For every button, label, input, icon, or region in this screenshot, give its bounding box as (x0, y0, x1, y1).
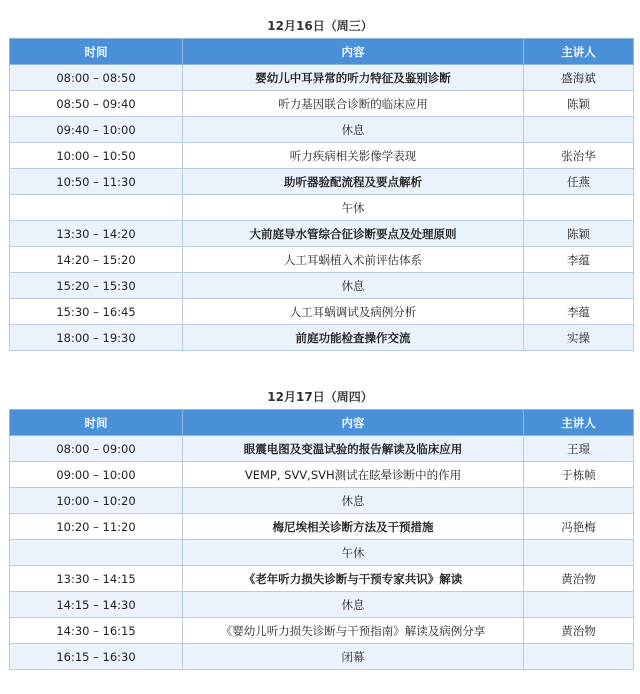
table-row (10, 247, 634, 273)
speaker-cell (524, 644, 634, 670)
content-cell: 休息 (183, 117, 524, 143)
day2-title: 12月17日（周四） (267, 390, 373, 404)
table-row (10, 65, 634, 91)
speaker-cell: 陈颖 (524, 91, 634, 117)
content-cell: 前庭功能检查操作交流 (183, 325, 524, 351)
content-cell: 听力疾病相关影像学表现 (183, 143, 524, 169)
table-row (10, 514, 634, 540)
speaker-cell: 陈颖 (524, 221, 634, 247)
time-cell: 08:00 – 09:00 (10, 436, 183, 462)
table-row (10, 221, 634, 247)
speaker-cell (524, 273, 634, 299)
time-cell: 13:30 – 14:15 (10, 566, 183, 592)
speaker-cell (524, 117, 634, 143)
time-cell: 10:50 – 11:30 (10, 169, 183, 195)
content-cell: 助听器验配流程及要点解析 (183, 169, 524, 195)
time-cell: 10:20 – 11:20 (10, 514, 183, 540)
speaker-cell: 黄治物 (524, 618, 634, 644)
table-row (10, 462, 634, 488)
header-speaker: 主讲人 (524, 39, 634, 65)
time-cell: 08:00 – 08:50 (10, 65, 183, 91)
content-cell: 《老年听力损失诊断与干预专家共识》解读 (183, 566, 524, 592)
time-cell: 13:30 – 14:20 (10, 221, 183, 247)
speaker-cell: 任燕 (524, 169, 634, 195)
day2-schedule-table (9, 409, 634, 670)
content-cell: 婴幼儿中耳异常的听力特征及鉴别诊断 (183, 65, 524, 91)
table-row (10, 618, 634, 644)
table-row (10, 143, 634, 169)
content-cell: VEMP, SVV,SVH测试在眩晕诊断中的作用 (183, 462, 524, 488)
time-cell: 15:20 – 15:30 (10, 273, 183, 299)
time-cell: 16:15 – 16:30 (10, 644, 183, 670)
speaker-cell (524, 195, 634, 221)
speaker-cell: 李蕴 (524, 299, 634, 325)
table-row (10, 169, 634, 195)
table-row (10, 299, 634, 325)
speaker-cell (524, 488, 634, 514)
time-cell: 14:30 – 16:15 (10, 618, 183, 644)
speaker-cell: 张治华 (524, 143, 634, 169)
header-time: 时间 (10, 39, 183, 65)
content-cell: 眼震电图及变温试验的报告解读及临床应用 (183, 436, 524, 462)
table-row (10, 436, 634, 462)
day1-schedule-table (9, 38, 634, 351)
speaker-cell: 于栋帧 (524, 462, 634, 488)
speaker-cell: 盛海斌 (524, 65, 634, 91)
table-row (10, 592, 634, 618)
content-cell: 休息 (183, 488, 524, 514)
table-row (10, 566, 634, 592)
content-cell: 梅尼埃相关诊断方法及干预措施 (183, 514, 524, 540)
speaker-cell: 李蕴 (524, 247, 634, 273)
table-row (10, 273, 634, 299)
time-cell: 14:20 – 15:20 (10, 247, 183, 273)
header-content: 内容 (183, 39, 524, 65)
table-header-row (10, 410, 634, 436)
speaker-cell (524, 592, 634, 618)
speaker-cell: 冯艳梅 (524, 514, 634, 540)
table-row (10, 540, 634, 566)
content-cell: 大前庭导水管综合征诊断要点及处理原则 (183, 221, 524, 247)
time-cell: 08:50 – 09:40 (10, 91, 183, 117)
table-row (10, 325, 634, 351)
speaker-cell: 实操 (524, 325, 634, 351)
content-cell: 午休 (183, 195, 524, 221)
content-cell: 听力基因联合诊断的临床应用 (183, 91, 524, 117)
table-header-row (10, 39, 634, 65)
time-cell: 09:40 – 10:00 (10, 117, 183, 143)
time-cell: 09:00 – 10:00 (10, 462, 183, 488)
speaker-cell (524, 540, 634, 566)
table-row (10, 117, 634, 143)
content-cell: 《婴幼儿听力损失诊断与干预指南》解读及病例分享 (183, 618, 524, 644)
content-cell: 闭幕 (183, 644, 524, 670)
time-cell: 10:00 – 10:50 (10, 143, 183, 169)
content-cell: 人工耳蜗调试及病例分析 (183, 299, 524, 325)
time-cell: 10:00 – 10:20 (10, 488, 183, 514)
time-cell (10, 540, 183, 566)
time-cell: 15:30 – 16:45 (10, 299, 183, 325)
table-row (10, 488, 634, 514)
content-cell: 午休 (183, 540, 524, 566)
time-cell: 14:15 – 14:30 (10, 592, 183, 618)
header-content: 内容 (183, 410, 524, 436)
content-cell: 休息 (183, 592, 524, 618)
header-time: 时间 (10, 410, 183, 436)
time-cell (10, 195, 183, 221)
day1-title: 12月16日（周三） (267, 19, 373, 33)
content-cell: 休息 (183, 273, 524, 299)
table-row (10, 644, 634, 670)
table-row (10, 195, 634, 221)
speaker-cell: 黄治物 (524, 566, 634, 592)
speaker-cell: 王璟 (524, 436, 634, 462)
time-cell: 18:00 – 19:30 (10, 325, 183, 351)
content-cell: 人工耳蜗植入术前评估体系 (183, 247, 524, 273)
table-row (10, 91, 634, 117)
header-speaker: 主讲人 (524, 410, 634, 436)
